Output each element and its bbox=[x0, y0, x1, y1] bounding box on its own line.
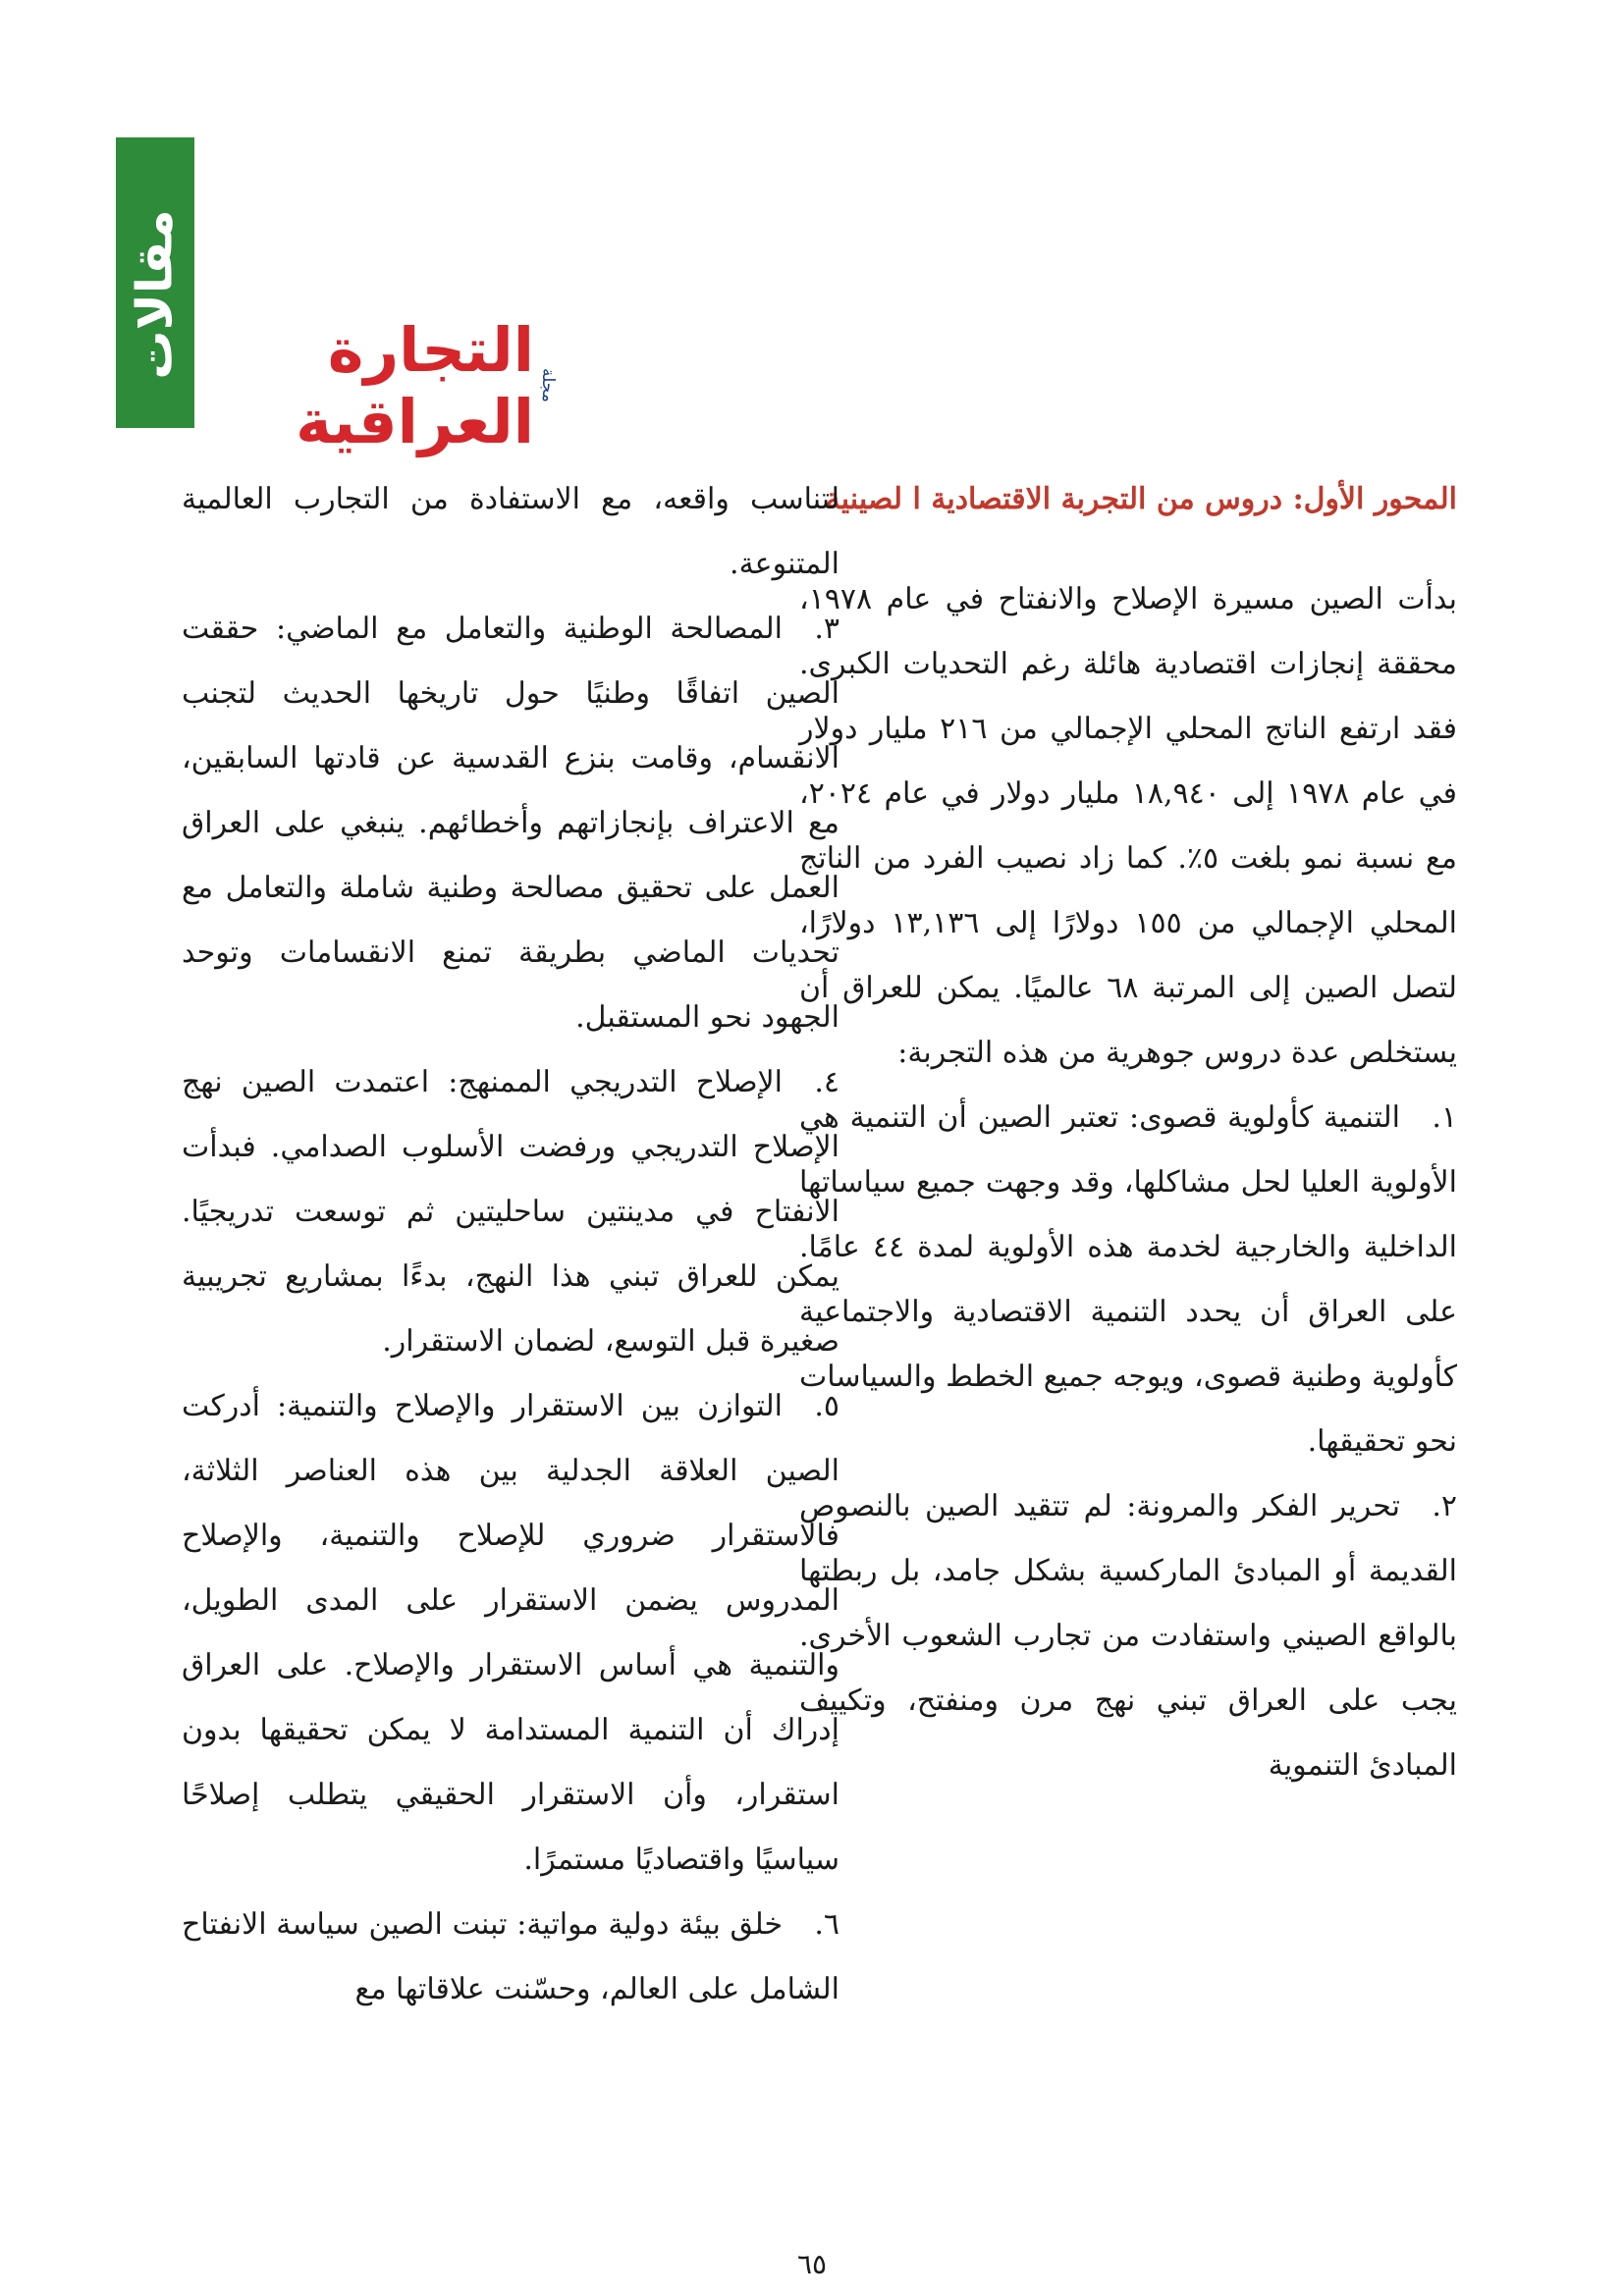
list-item-6 bbox=[182, 1893, 839, 2022]
list-item-2 bbox=[799, 1474, 1457, 1798]
section-tab-text: مقالات bbox=[126, 209, 184, 380]
list-item-4-number: ٤. bbox=[814, 1065, 839, 1099]
section-heading: المحور الأول: دروس من التجربة الاقتصادية ا لصينية bbox=[825, 482, 1457, 516]
list-item-4 bbox=[182, 1050, 839, 1374]
intro-paragraph: بدأت الصين مسيرة الإصلاح والانفتاح في عام ١٩٧٨، محققة إنجازات اقتصادية هائلة رغم التحديات الكبرى. فقد ارتفع الناتج المحلي الإجمالي من ٢١٦ مليار دولار في عام ١٩٧٨ إلى ١٨,٩٤٠ مليار دولار في عام ٢٠٢٤، مع نسبة نمو بلغت ٥٪. كما زاد نصيب الفرد من الناتج المحلي الإجمالي من ١٥٥ دولارًا إلى ١٣,١٣٦ دولارًا، لتصل الصين إلى المرتبة ٦٨ عالميًا. يمكن للعراق أن يستخلص عدة دروس جوهرية من هذه التجربة: bbox=[799, 582, 1458, 1070]
magazine-logo bbox=[194, 313, 558, 457]
list-item-1-text: التنمية كأولوية قصوى: تعتبر الصين أن التنمية هي الأولوية العليا لحل مشاكلها، وقد وجهت جميع سياساتها الداخلية والخارجية لخدمة هذه الأولوية لمدة ٤٤ عامًا. على العراق أن يحدد التنمية الاقتصادية والاجتماعية كأولوية وطنية قصوى، ويوجه جميع الخطط والسياسات نحو تحقيقها. bbox=[799, 1100, 1458, 1459]
magazine-logo-title: التجارة العراقية bbox=[296, 313, 534, 457]
list-item-1 bbox=[799, 1086, 1457, 1474]
list-item-6-text: خلق بيئة دولية مواتية: تبنت الصين سياسة الانفتاح الشامل على العالم، وحسّنت علاقاتها مع bbox=[182, 1907, 839, 2006]
list-item-2-continuation: لتناسب واقعه، مع الاستفادة من التجارب العالمية المتنوعة. bbox=[182, 482, 839, 581]
list-item-4-text: الإصلاح التدريجي الممنهج: اعتمدت الصين نهج الإصلاح التدريجي ورفضت الأسلوب الصدامي. فبدأت الانفتاح في مدينتين ساحليتين ثم توسعت تدريجيًا. يمكن للعراق تبني هذا النهج، بدءًا بمشاريع تجريبية صغيرة قبل التوسع، لضمان الاستقرار. bbox=[182, 1065, 839, 1359]
list-item-3 bbox=[182, 597, 839, 1050]
list-item-1-number: ١. bbox=[1432, 1100, 1457, 1135]
list-item-6-number: ٦. bbox=[814, 1907, 839, 1942]
section-tab-label bbox=[116, 209, 194, 380]
list-item-5 bbox=[182, 1374, 839, 1893]
right-column bbox=[799, 467, 1457, 1798]
list-item-5-text: التوازن بين الاستقرار والإصلاح والتنمية: أدركت الصين العلاقة الجدلية بين هذه العناصر الثلاثة، فالاستقرار ضروري للإصلاح والتنمية، والإصلاح المدروس يضمن الاستقرار على المدى الطويل، والتنمية هي أساس الاستقرار والإصلاح. على العراق إدراك أن التنمية المستدامة لا يمكن تحقيقها بدون استقرار، وأن الاستقرار الحقيقي يتطلب إصلاحًا سياسيًا واقتصاديًا مستمرًا. bbox=[182, 1389, 839, 1877]
list-item-2-number: ٢. bbox=[1432, 1489, 1457, 1523]
left-column bbox=[182, 467, 839, 2022]
magazine-logo-small: مجلة bbox=[538, 368, 558, 402]
list-item-3-number: ٣. bbox=[814, 612, 839, 646]
list-item-2-text: تحرير الفكر والمرونة: لم تتقيد الصين بالنصوص القديمة أو المبادئ الماركسية بشكل جامد، بل ربطتها بالواقع الصيني واستفادت من تجارب الشعوب الأخرى. يجب على العراق تبني نهج مرن ومنفتح، وتكييف المبادئ التنموية bbox=[799, 1489, 1457, 1783]
page-number: ٦٥ bbox=[796, 2248, 828, 2280]
list-item-3-text: المصالحة الوطنية والتعامل مع الماضي: حققت الصين اتفاقًا وطنيًا حول تاريخها الحديث لتجنب الانقسام، وقامت بنزع القدسية عن قادتها السابقين، مع الاعتراف بإنجازاتهم وأخطائهم. ينبغي على العراق العمل على تحقيق مصالحة وطنية شاملة والتعامل مع تحديات الماضي بطريقة تمنع الانقسامات وتوحد الجهود نحو المستقبل. bbox=[182, 612, 839, 1035]
list-item-5-number: ٥. bbox=[814, 1389, 839, 1423]
